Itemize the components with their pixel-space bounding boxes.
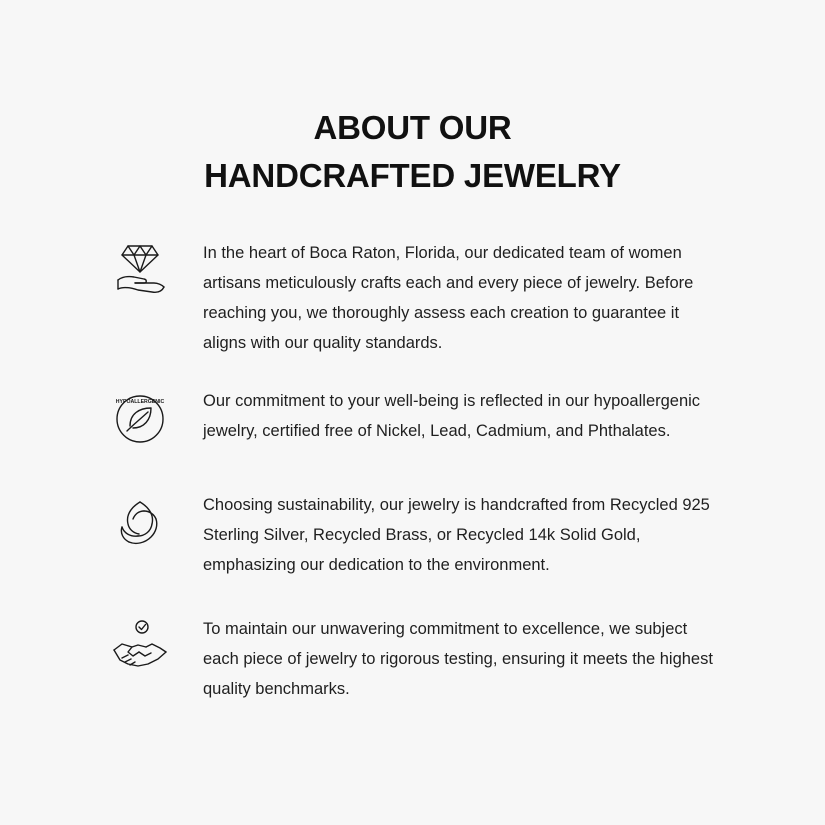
list-item-text: Choosing sustainability, our jewelry is handcrafted from Recycled 925 Sterling Silver, Recycled Brass, or Recycled 14k Solid Gold, emphasizing our dedication to the environment. <box>203 496 710 574</box>
list-item-text: In the heart of Boca Raton, Florida, our dedicated team of women artisans meticulously crafts each and every piece of jewelry. Before reaching you, we thoroughly assess each creation to guarantee it aligns with our quality standards. <box>203 244 694 352</box>
page-title-line-1: ABOUT OUR <box>313 109 512 146</box>
list-item-text: Our commitment to your well-being is reflected in our hypoallergenic jewelry, certified free of Nickel, Lead, Cadmium, and Phthalates. <box>203 392 701 440</box>
hypoallergenic-leaf-badge-icon <box>104 384 176 456</box>
list-item <box>104 612 715 704</box>
feature-list <box>0 234 825 704</box>
diamond-in-hand-icon <box>104 234 176 306</box>
page-title <box>0 0 825 200</box>
list-item-text: To maintain our unwavering commitment to excellence, we subject each piece of jewelry to rigorous testing, ensuring it meets the highest quality benchmarks. <box>203 620 713 698</box>
list-item <box>104 488 715 580</box>
handshake-check-icon <box>104 612 176 684</box>
svg-text:HYPOALLERGENIC: HYPOALLERGENIC <box>115 399 165 405</box>
list-item <box>104 384 715 456</box>
list-item <box>104 234 715 358</box>
page-title-line-2: HANDCRAFTED JEWELRY <box>204 157 621 194</box>
recycling-leaves-icon <box>104 488 176 560</box>
